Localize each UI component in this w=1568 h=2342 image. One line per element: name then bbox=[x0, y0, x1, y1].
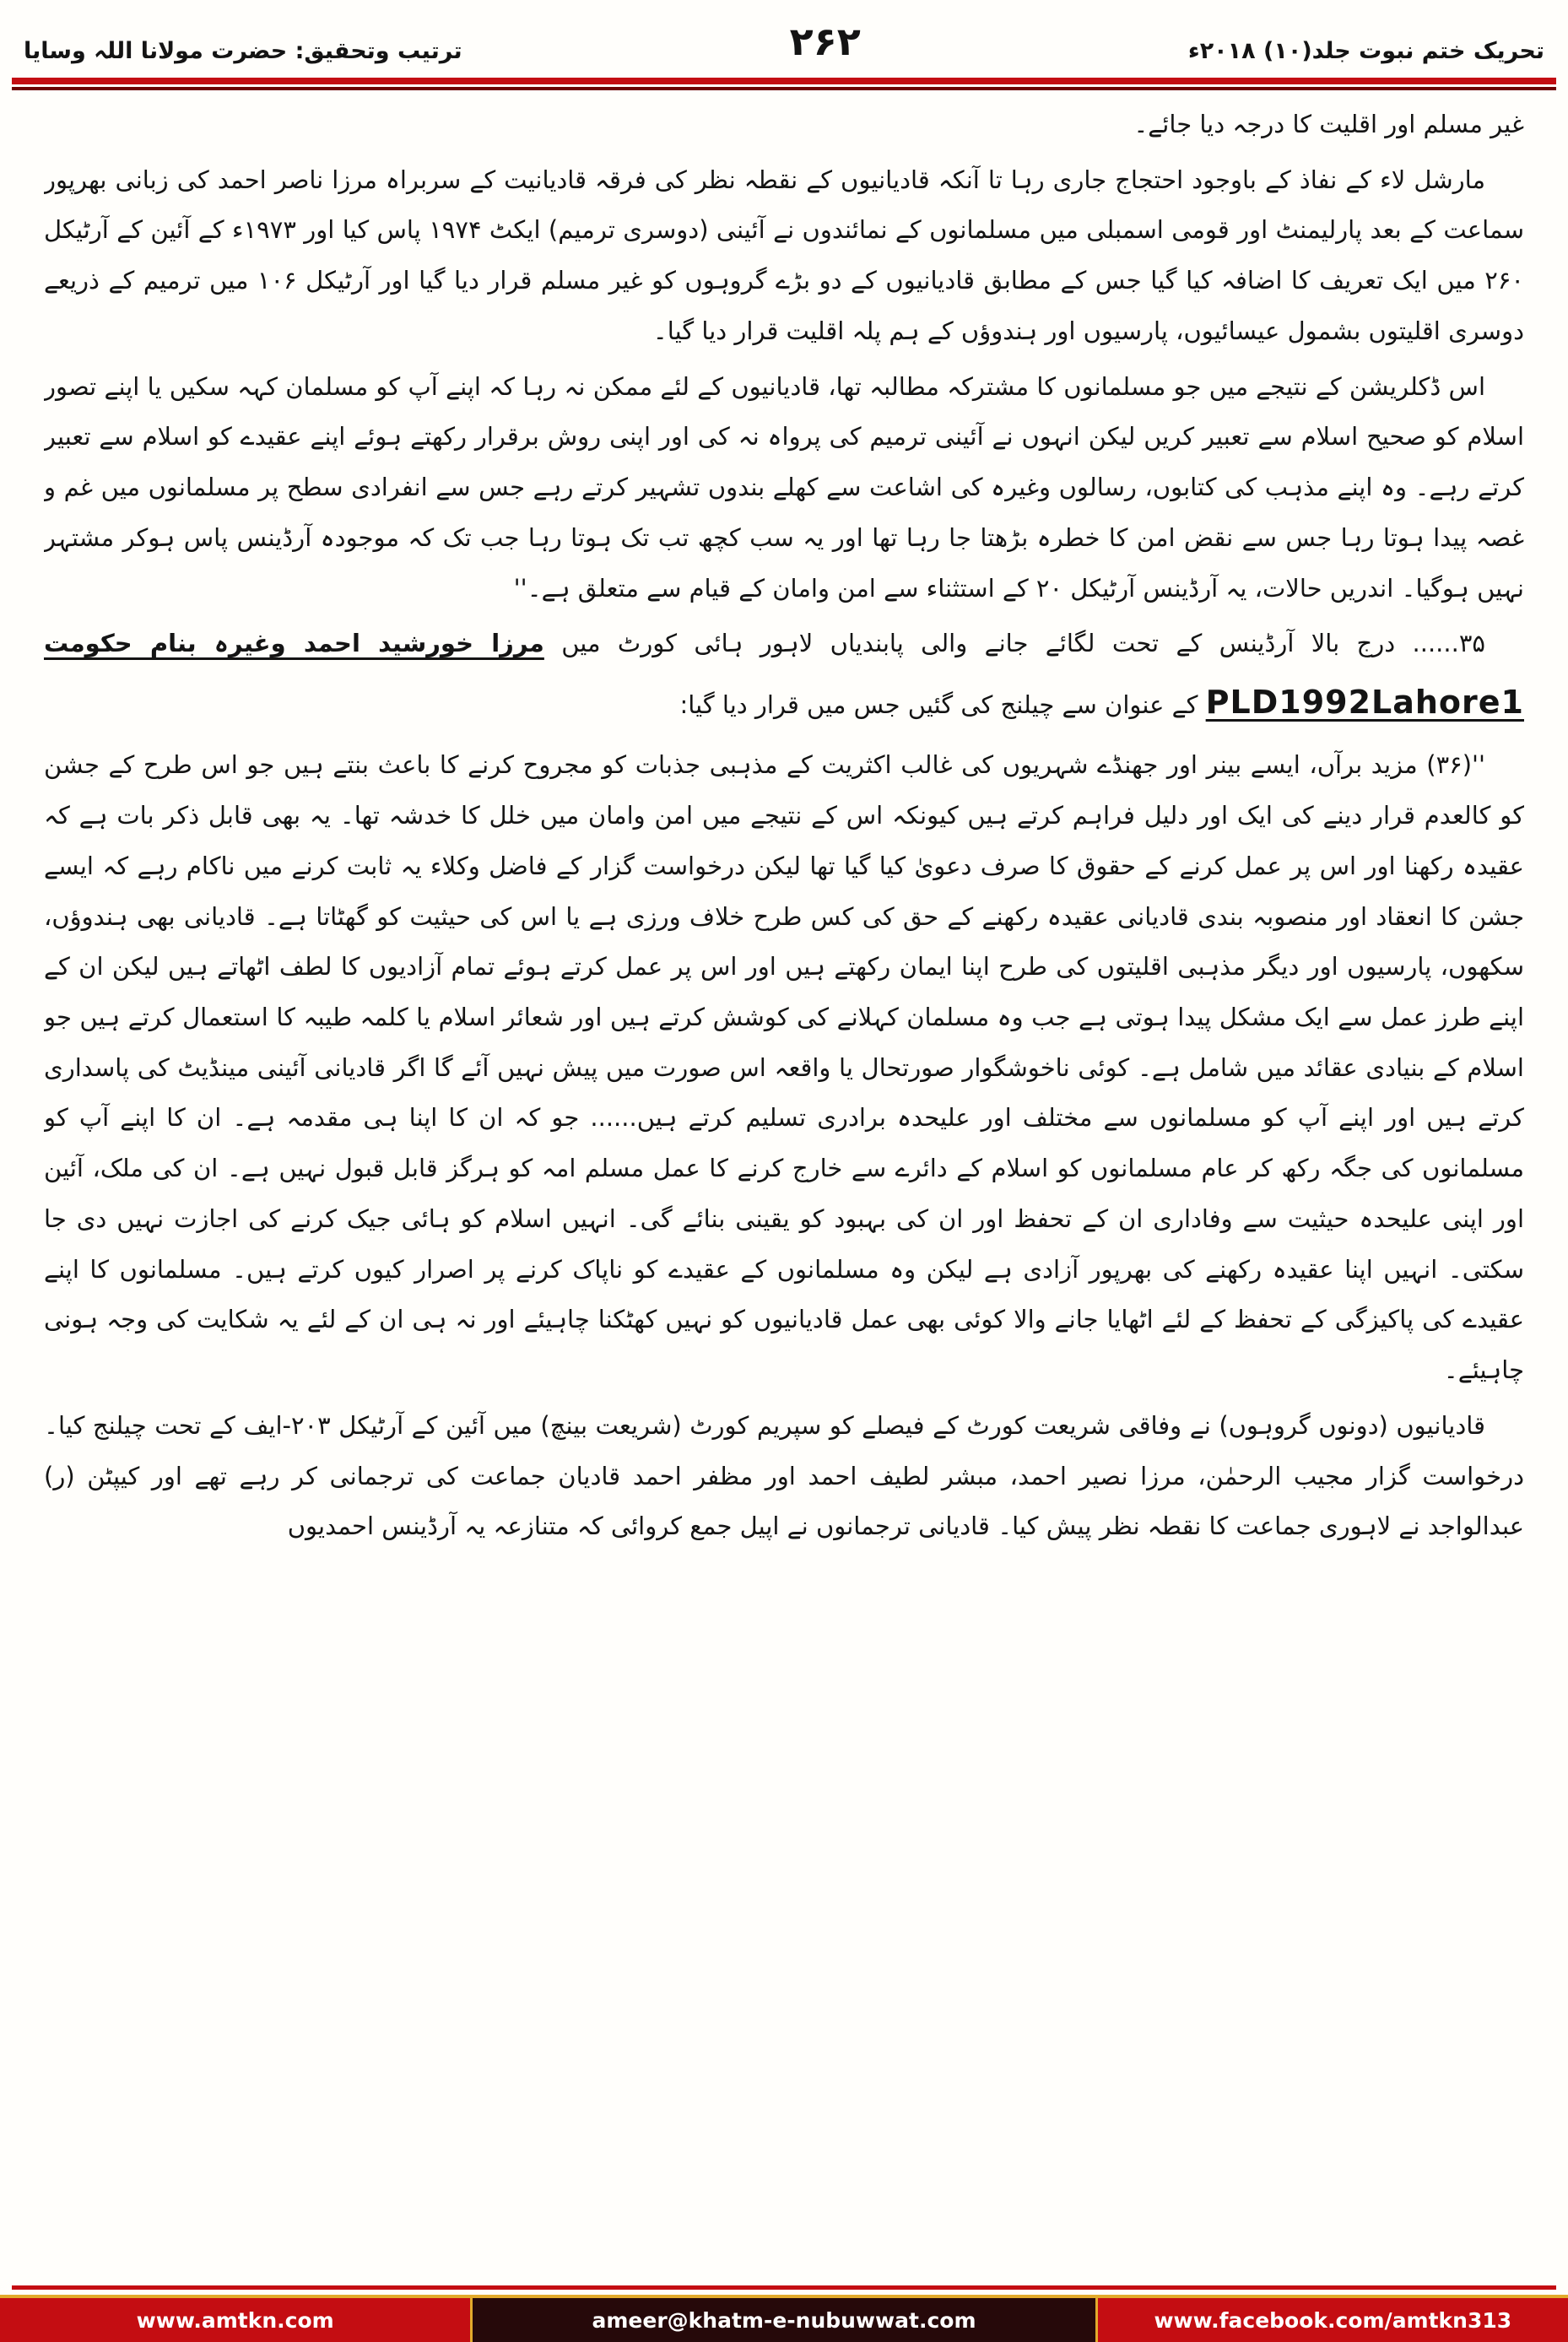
paragraph-segment: مرزا خورشید احمد وغیرہ بنام حکومت bbox=[44, 629, 544, 658]
footer-rule-red bbox=[12, 2285, 1556, 2290]
page-number: ۲۶۲ bbox=[789, 19, 861, 64]
header-divider bbox=[12, 78, 1556, 90]
paragraph bbox=[44, 1401, 1524, 1552]
citation-reference: PLD1992Lahore1 bbox=[1205, 684, 1524, 722]
paragraph bbox=[44, 740, 1524, 1396]
paragraph bbox=[44, 100, 1524, 150]
footer-facebook-link[interactable] bbox=[1095, 2298, 1568, 2342]
footer-email-text: ameer@khatm-e-nubuwwat.com bbox=[592, 2307, 976, 2333]
header-rule-dark bbox=[12, 87, 1556, 90]
footer-facebook-text: www.facebook.com/amtkn313 bbox=[1154, 2307, 1512, 2333]
paragraph-segment: ۳۵...... درج بالا آرڈینس کے تحت لگائے جانے والی پابندیاں لاہور ہائی کورٹ میں bbox=[543, 629, 1485, 658]
paragraph-segment: مارشل لاء کے نفاذ کے باوجود احتجاج جاری رہا تا آنکہ قادیانیوں کے نقطہ نظر کی فرقہ قادیانیت کے سربراہ مرزا ناصر احمد کی زبانی بھرپور سماعت کے بعد پارلیمنٹ اور قومی اسمبلی میں مسلمانوں کے نمائندوں نے آئینی (دوسری ترمیم) ایکٹ ۱۹۷۴ پاس کیا اور ۱۹۷۳ء کے آئین کے آرٹیکل ۲۶۰ میں ایک تعریف کا اضافہ کیا گیا جس کے مطابق قادیانیوں کے دو بڑے گروہوں کو غیر مسلم قرار دیا گیا اور آرٹیکل ۱۰۶ میں ترمیم کے ذریعے دوسری اقلیتوں بشمول عیسائیوں، پارسیوں اور ہندوؤں کے ہم پلہ اقلیت قرار دیا گیا۔ bbox=[44, 165, 1524, 345]
paragraph-segment: اس ڈکلریشن کے نتیجے میں جو مسلمانوں کا مشترکہ مطالبہ تھا، قادیانیوں کے لئے ممکن نہ رہا کہ اپنے آپ کو مسلمان کہہ سکیں یا اپنے تصور اسلام کو صحیح اسلام سے تعبیر کریں لیکن انہوں نے آئینی ترمیم کی پرواہ نہ کی اور اپنی روش برقرار رکھتے ہوئے اپنے عقیدے کو اسلام سے تعبیر کرتے رہے۔ وہ اپنے مذہب کی کتابوں، رسالوں وغیرہ کی اشاعت سے کھلے بندوں تشہیر کرتے رہے جس سے انفرادی سطح پر مسلمانوں میں غم و غصہ پیدا ہوتا رہا جس سے نقض امن کا خطرہ بڑھتا جا رہا تھا اور یہ سب کچھ تب تک ہوتا رہا جب تک کہ موجودہ آرڈینس پاس ہوکر مشتہر نہیں ہوگیا۔ اندریں حالات، یہ آرڈینس آرٹیکل ۲۰ کے استثناء سے امن وامان کے قیام سے متعلق ہے۔'' bbox=[44, 371, 1524, 603]
paragraph-segment: غیر مسلم اور اقلیت کا درجہ دیا جائے۔ bbox=[1133, 110, 1524, 138]
body-text bbox=[44, 100, 1524, 2241]
paragraph bbox=[44, 362, 1524, 614]
header-compiler: ترتیب وتحقیق: حضرت مولانا اللہ وسایا bbox=[24, 38, 462, 64]
paragraph bbox=[44, 619, 1524, 735]
paragraph-segment: کے عنوان سے چیلنج کی گئیں جس میں قرار دیا گیا: bbox=[679, 690, 1206, 720]
header-rule-red bbox=[12, 78, 1556, 84]
page-header bbox=[0, 0, 1568, 64]
paragraph-segment: قادیانیوں (دونوں گروہوں) نے وفاقی شریعت کورٹ کے فیصلے کو سپریم کورٹ (شریعت بینچ) میں آئین کے آرٹیکل ۲۰۳-ایف کے تحت چیلنج کیا۔ درخواست گزار مجیب الرحمٰن، مرزا نصیر احمد، مبشر لطیف احمد اور مظفر احمد قادیان جماعت کی ترجمانی کر رہے تھے اور کیپٹن (ر) عبدالواجد نے لاہوری جماعت کا نقطہ نظر پیش کیا۔ قادیانی ترجمانوں نے اپیل جمع کروائی کہ متنازعہ یہ آرڈینس احمدیوں bbox=[44, 1410, 1524, 1541]
header-book-title: تحریک ختم نبوت جلد(۱۰) ۲۰۱۸ء bbox=[1187, 38, 1544, 64]
footer-bar bbox=[0, 2298, 1568, 2342]
footer-website-text: www.amtkn.com bbox=[136, 2307, 334, 2333]
paragraph-segment: ''(۳۶) مزید برآں، ایسے بینر اور جھنڈے شہریوں کی غالب اکثریت کے مذہبی جذبات کو مجروح کرنے کا باعث بنتے ہیں جو اس طرح کے جشن کو کالعدم قرار دینے کی ایک اور دلیل فراہم کرتے ہیں کیونکہ اس کے نتیجے میں امن وامان میں خلل کا خدشہ تھا۔ یہ بھی قابل ذکر بات ہے کہ عقیدہ رکھنا اور اس پر عمل کرنے کے حقوق کا صرف دعویٰ کیا گیا تھا لیکن درخواست گزار کے فاضل وکلاء یہ ثابت کرنے میں ناکام رہے کہ ایسے جشن کا انعقاد اور منصوبہ بندی قادیانی عقیدہ رکھنے کے حق کی کس طرح خلاف ورزی ہے یا اس کی حیثیت کو گھٹاتا ہے۔ قادیانی بھی ہندوؤں، سکھوں، پارسیوں اور دیگر مذہبی اقلیتوں کی طرح اپنا ایمان رکھتے ہیں اور اس پر عمل کرتے ہوئے تمام آزادیوں کا لطف اٹھاتے ہیں لیکن ان کے اپنے طرز عمل سے ایک مشکل پیدا ہوتی ہے جب وہ مسلمان کہلانے کی کوشش کرتے ہیں اور شعائر اسلام یا کلمہ طیبہ کا استعمال کرتے ہیں جو اسلام کے بنیادی عقائد میں شامل ہے۔ کوئی ناخوشگوار صورتحال یا واقعہ اس صورت میں پیش نہیں آئے گا اگر قادیانی آئینی مینڈیٹ کی پاسداری کرتے ہیں اور اپنے آپ کو مسلمانوں سے مختلف اور علیحدہ برادری تسلیم کرتے ہیں...... جو کہ ان کا اپنا ہی مقدمہ ہے۔ ان کا اپنے آپ کو مسلمانوں کی جگہ رکھ کر عام مسلمانوں کو اسلام کے دائرے سے خارج کرنے کا عمل مسلم امہ کو ہرگز قابل قبول نہیں ہے۔ ان کی ملک، آئین اور اپنی علیحدہ حیثیت سے وفاداری ان کے تحفظ اور ان کی بہبود کو یقینی بنائے گی۔ انہیں اسلام کو ہائی جیک کرنے کی اجازت نہیں دی جا سکتی۔ انہیں اپنا عقیدہ رکھنے کی بھرپور آزادی ہے لیکن وہ مسلمانوں کے عقیدے کو ناپاک کرنے پر اصرار کیوں کرتے ہیں۔ مسلمانوں کا اپنے عقیدے کی پاکیزگی کے تحفظ کے لئے اٹھایا جانے والا کوئی بھی عمل قادیانیوں کو نہیں کھٹکنا چاہیئے اور نہ ہی ان کے لئے یہ شکایت کی وجہ ہونی چاہیئے۔ bbox=[44, 750, 1524, 1385]
paragraph bbox=[44, 155, 1524, 357]
page-footer bbox=[0, 2285, 1568, 2342]
footer-website-link[interactable] bbox=[0, 2298, 473, 2342]
footer-email-link[interactable] bbox=[473, 2298, 1095, 2342]
